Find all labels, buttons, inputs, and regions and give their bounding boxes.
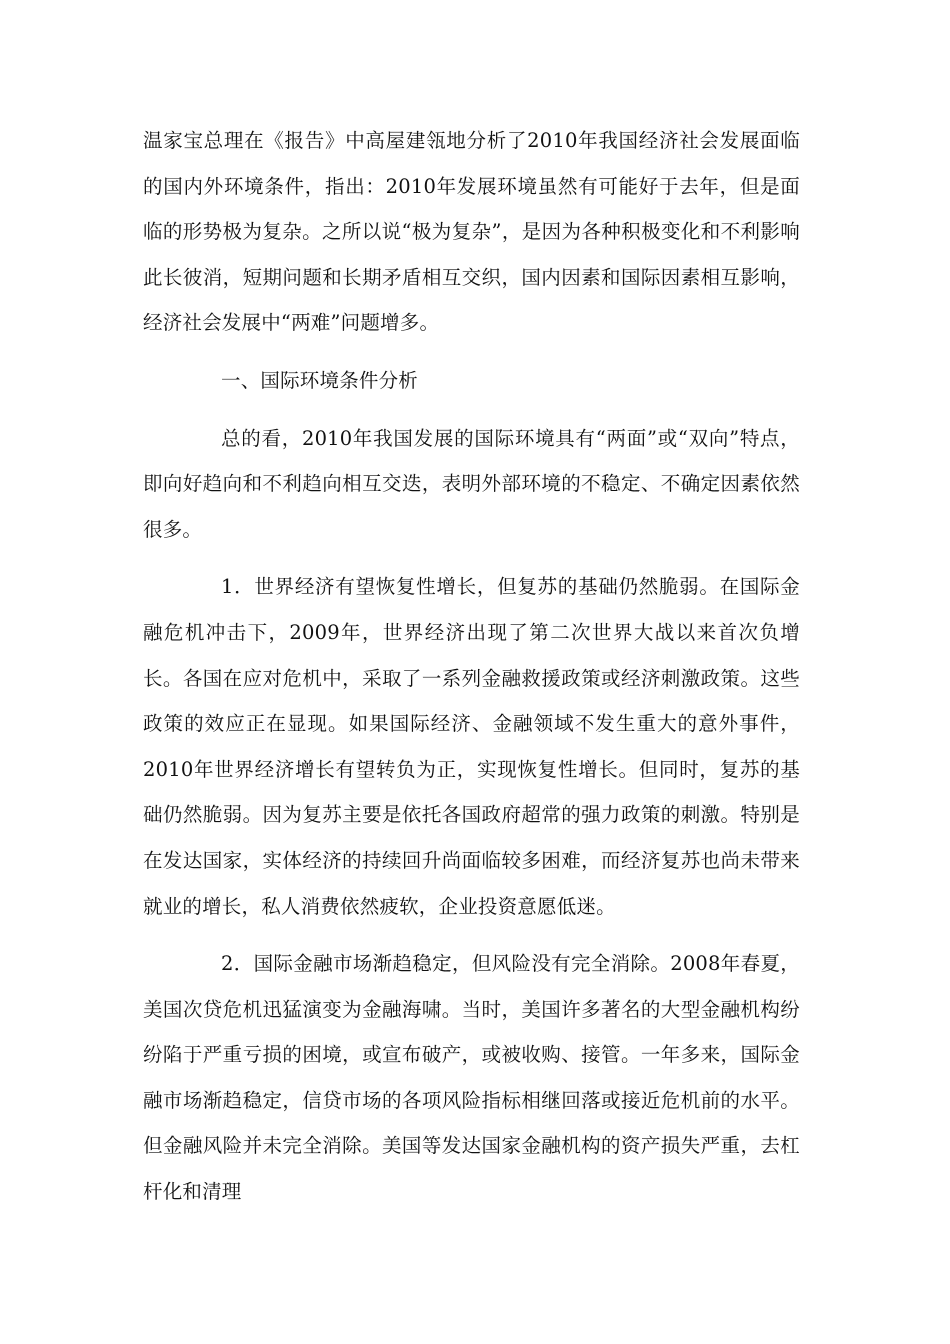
overview-paragraph: 总的看，2010年我国发展的国际环境具有“两面”或“双向”特点，即向好趋向和不利趋向相互交迭，表明外部环境的不稳定、不确定因素依然很多。 [143,426,800,541]
point-2-paragraph: 2．国际金融市场渐趋稳定，但风险没有完全消除。2008年春夏，美国次贷危机迅猛演变为金融海啸。当时，美国许多著名的大型金融机构纷纷陷于严重亏损的困境，或宣布破产，或被收购、接管。一年多来，国际金融市场渐趋稳定，信贷市场的各项风险指标相继回落或接近危机前的水平。但金融风险并未完全消除。美国等发达国家金融机构的资产损失严重，去杠杆化和清理 [143,952,800,1204]
point-1-paragraph: 1．世界经济有望恢复性增长，但复苏的基础仍然脆弱。在国际金融危机冲击下，2009年，世界经济出现了第二次世界大战以来首次负增长。各国在应对危机中，采取了一系列金融救援政策或经济刺激政策。这些政策的效应正在显现。如果国际经济、金融领域不发生重大的意外事件，2010年世界经济增长有望转负为正，实现恢复性增长。但同时，复苏的基础仍然脆弱。因为复苏主要是依托各国政府超常的强力政策的刺激。特别是在发达国家，实体经济的持续回升尚面临较多困难，而经济复苏也尚未带来就业的增长，私人消费依然疲软，企业投资意愿低迷。 [143,575,800,918]
section-heading-international: 一、国际环境条件分析 [221,368,419,392]
intro-paragraph: 温家宝总理在《报告》中高屋建瓴地分析了2010年我国经济社会发展面临的国内外环境条件，指出：2010年发展环境虽然有可能好于去年，但是面临的形势极为复杂。之所以说“极为复杂”，是因为各种积极变化和不利影响此长彼消，短期问题和长期矛盾相互交织，国内因素和国际因素相互影响，经济社会发展中“两难”问题增多。 [143,129,800,335]
document-body [143,118,800,1215]
